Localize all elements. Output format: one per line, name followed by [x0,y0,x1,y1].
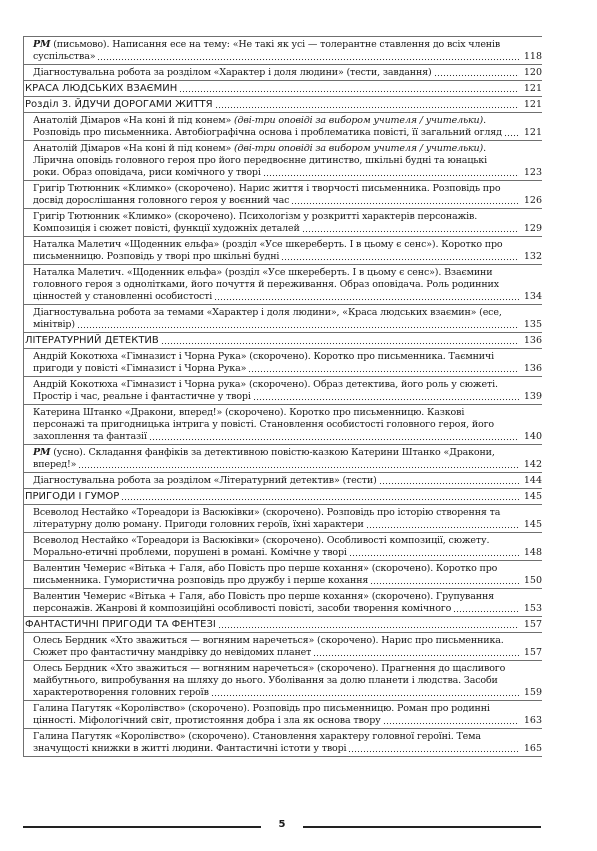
dot-leader [218,620,519,630]
toc-entry-title: Григір Тютюнник «Климко» (скорочено). Психологізм у розкритті характерів персонажів. Композиція і сюжет повісті, функції художніх деталей [33,211,478,234]
toc-section-heading [24,333,542,349]
toc-entry [24,265,542,305]
toc-entry-title: Олесь Бердник «Хто зважиться — вогняним наречеться» (скорочено). Прагнення до щасливого майбутнього, випробування на шляху до нього. Уболівання за долю планети і людства. Засоби характеротворення головних героїв [33,663,506,698]
toc-page-number: 121 [523,83,542,94]
toc-entry [24,405,542,445]
dot-leader [504,128,519,138]
toc-entry-title: ПРИГОДИ І ГУМОР [25,491,120,502]
dot-leader [248,364,519,374]
toc-page-number: 136 [523,335,542,346]
dot-leader [383,716,519,726]
dot-leader [313,648,519,658]
toc-entry-title: Всеволод Нестайко «Тореадори із Васюківки» (скорочено). Розповідь про історію створення та літературну долю роману. Пригоди головних героїв, їхні характери [33,507,501,530]
toc-entry-note: (дві-три оповіді за вибором учителя / учительки). [231,115,486,126]
dot-leader [211,688,519,698]
toc-entry-title: Галина Пагутяк «Королівство» (скорочено). Розповідь про письменницю. Роман про родинні цінності. Міфологічний світ, протистояння добра і зла як основа твору [33,703,490,726]
toc-section-heading [24,81,542,97]
toc-entry-title: Розділ 3. ЙДУЧИ ДОРОГАМИ ЖИТТЯ [25,99,213,110]
toc-entry [24,445,542,473]
page-footer [23,821,541,833]
toc-entry-title: Валентин Чемерис «Вітька + Галя, або Повість про перше кохання» (скорочено). Коротко про письменника. Гумористична розповідь про дружбу і перше кохання [33,563,498,586]
toc-entry-text [33,115,542,139]
toc-entry [24,349,542,377]
dot-leader [366,520,519,530]
toc-entry [24,633,542,661]
toc-entry [24,729,542,757]
toc-entry [24,505,542,533]
toc-page-number: 126 [523,195,542,206]
toc-entry-title: Анатолій Дімаров «На коні й під конем» [33,115,232,126]
dot-leader [214,292,519,302]
toc-entry-description: Лірична оповідь головного героя про його передвоєнне дитинство, шкільні будні та юнацькі роки. Образ оповідача, риси комічного у творі [33,155,487,178]
toc-entry-title: Андрій Кокотюха «Гімназист і Чорна Рука» (скорочено). Коротко про письменника. Таємничі пригоди у повісті «Гімназист і Чорна Рука» [33,351,494,374]
toc-entry-title: Андрій Кокотюха «Гімназист і Чорна рука» (скорочено). Образ детектива, його роль у сюжеті. Простір і час, реальне і фантастичне у творі [33,379,498,402]
dot-leader [434,68,519,78]
dot-leader [78,460,519,470]
toc-section-heading [24,489,542,505]
toc-entry [24,113,542,141]
toc-entry-title: (письмово). Написання есе на тему: «Не такі як усі — толерантне ставлення до всіх членів суспільства» [33,39,501,62]
dot-leader [97,52,519,62]
dot-leader [121,492,519,502]
toc-page-number: 165 [523,743,542,754]
toc-entry [24,237,542,265]
toc-page-number: 150 [523,575,542,586]
toc-entry [24,701,542,729]
toc-entry [24,661,542,701]
toc-entry-title: Катерина Штанко «Дракони, вперед!» (скорочено). Коротко про письменницю. Казкові персонажі та пригодницька інтрига у повісті. Становлення особистості головного героя, його захоплення та фантазії [33,407,494,442]
toc-page-number: 121 [523,127,542,138]
toc-entry-title: Наталка Малетич «Щоденник ельфа» (розділ «Усе шкереберть. І в цьому є сенс»). Коротко про письменницю. Розповідь у творі про шкільні будні [33,239,503,262]
dot-leader [302,224,519,234]
toc-entry-title: ФАНТАСТИЧНІ ПРИГОДИ ТА ФЕНТЕЗІ [25,619,216,630]
toc-entry-title: (усно). Складання фанфіків за детективною повістю-казкою Катерини Штанко «Дракони, вперед!» [33,447,495,470]
toc-entry-description: Розповідь про письменника. Автобіографічна основа і проблематика повісті, її загальний огляд [33,127,502,138]
toc-page-number: 142 [523,459,542,470]
toc-entry-note: (дві-три оповіді за вибором учителя / учительки). [231,143,486,154]
toc-entry [24,473,542,489]
toc-page-number: 136 [523,363,542,374]
toc-entry-title: Діагностувальна робота за розділом «Характер і доля людини» (тести, завдання) [33,67,432,78]
toc-entry-title: ЛІТЕРАТУРНИЙ ДЕТЕКТИВ [25,335,159,346]
dot-leader [253,392,519,402]
toc-entry [24,181,542,209]
toc-entry [24,141,542,181]
toc-page-number: 118 [523,51,542,62]
toc-entry [24,561,542,589]
dot-leader [161,336,519,346]
toc-page-number: 139 [523,391,542,402]
dot-leader [379,476,519,486]
dot-leader [149,432,519,442]
toc-entry-title: Олесь Бердник «Хто зважиться — вогняним наречеться» (скорочено). Нарис про письменника. Сюжет про фантастичну мандрівку до невідомих планет [33,635,504,658]
toc-page-number: 132 [523,251,542,262]
dot-leader [281,252,519,262]
footer-rule-right [303,826,541,828]
toc-page-number: 120 [523,67,542,78]
toc-entry [24,533,542,561]
dot-leader [215,100,519,110]
dot-leader [263,168,519,178]
toc-entry-lead: РМ [33,447,51,458]
toc-entry-title: Діагностувальна робота за темами «Характер і доля людини», «Краса людських взаємин» (есе, мінітвір) [33,307,502,330]
toc-page-number: 145 [523,519,542,530]
toc-section-heading [24,617,542,633]
toc-entry [24,377,542,405]
toc-entry-title: Наталка Малетич. «Щоденник ельфа» (розділ «Усе шкереберть. І в цьому є сенс»). Взаємини головного героя з однолітками, його почуття й переживання. Образ оповідача. Роль родинних цінностей у становленні особистості [33,267,499,302]
dot-leader [179,84,519,94]
toc-page-number: 144 [523,475,542,486]
toc-page-number: 135 [523,319,542,330]
toc-entry [24,65,542,81]
toc-page-number: 163 [523,715,542,726]
dot-leader [349,548,519,558]
toc-page-number: 123 [523,167,542,178]
toc-entry [24,209,542,237]
toc-entry [24,589,542,617]
toc-page-number: 153 [523,603,542,614]
page-number: 5 [278,819,286,830]
toc-page-number: 157 [523,647,542,658]
toc-page-number: 121 [523,99,542,110]
toc-page-number: 134 [523,291,542,302]
toc-entry [24,305,542,333]
dot-leader [291,196,519,206]
toc-entry-title: Діагностувальна робота за розділом «Літературний детектив» (тести) [33,475,377,486]
toc-page-number: 140 [523,431,542,442]
toc-page-number: 157 [523,619,542,630]
toc-page-number: 129 [523,223,542,234]
toc-entry-title: Анатолій Дімаров «На коні й під конем» [33,143,232,154]
toc-section-heading [24,97,542,113]
toc-page-number: 159 [523,687,542,698]
toc-entry-title: Валентин Чемерис «Вітька + Галя, або Повість про перше кохання» (скорочено). Групування персонажів. Жанрові й композиційні особливості повісті, засоби творення комічного [33,591,494,614]
toc-entry-title: Галина Пагутяк «Королівство» (скорочено). Становлення характеру головної героїні. Тема значущості книжки в житті людини. Фантастичні істоти у творі [33,731,481,754]
toc-page-number: 145 [523,491,542,502]
toc-entry-title: КРАСА ЛЮДСЬКИХ ВЗАЄМИН [25,83,178,94]
dot-leader [370,576,519,586]
toc-entry-lead: РМ [33,39,51,50]
dot-leader [453,604,519,614]
toc-entry [24,37,542,65]
dot-leader [348,744,519,754]
toc-page-number: 148 [523,547,542,558]
toc-entry-title: Григір Тютюнник «Климко» (скорочено). Нарис життя і творчості письменника. Розповідь про досвід дорослішання головного героя у воєнний час [33,183,501,206]
dot-leader [77,320,519,330]
table-of-contents [23,36,542,757]
toc-entry-title: Всеволод Нестайко «Тореадори із Васюківки» (скорочено). Особливості композиції, сюжету. Морально-етичні проблеми, порушені в романі. Комічне у творі [33,535,490,558]
